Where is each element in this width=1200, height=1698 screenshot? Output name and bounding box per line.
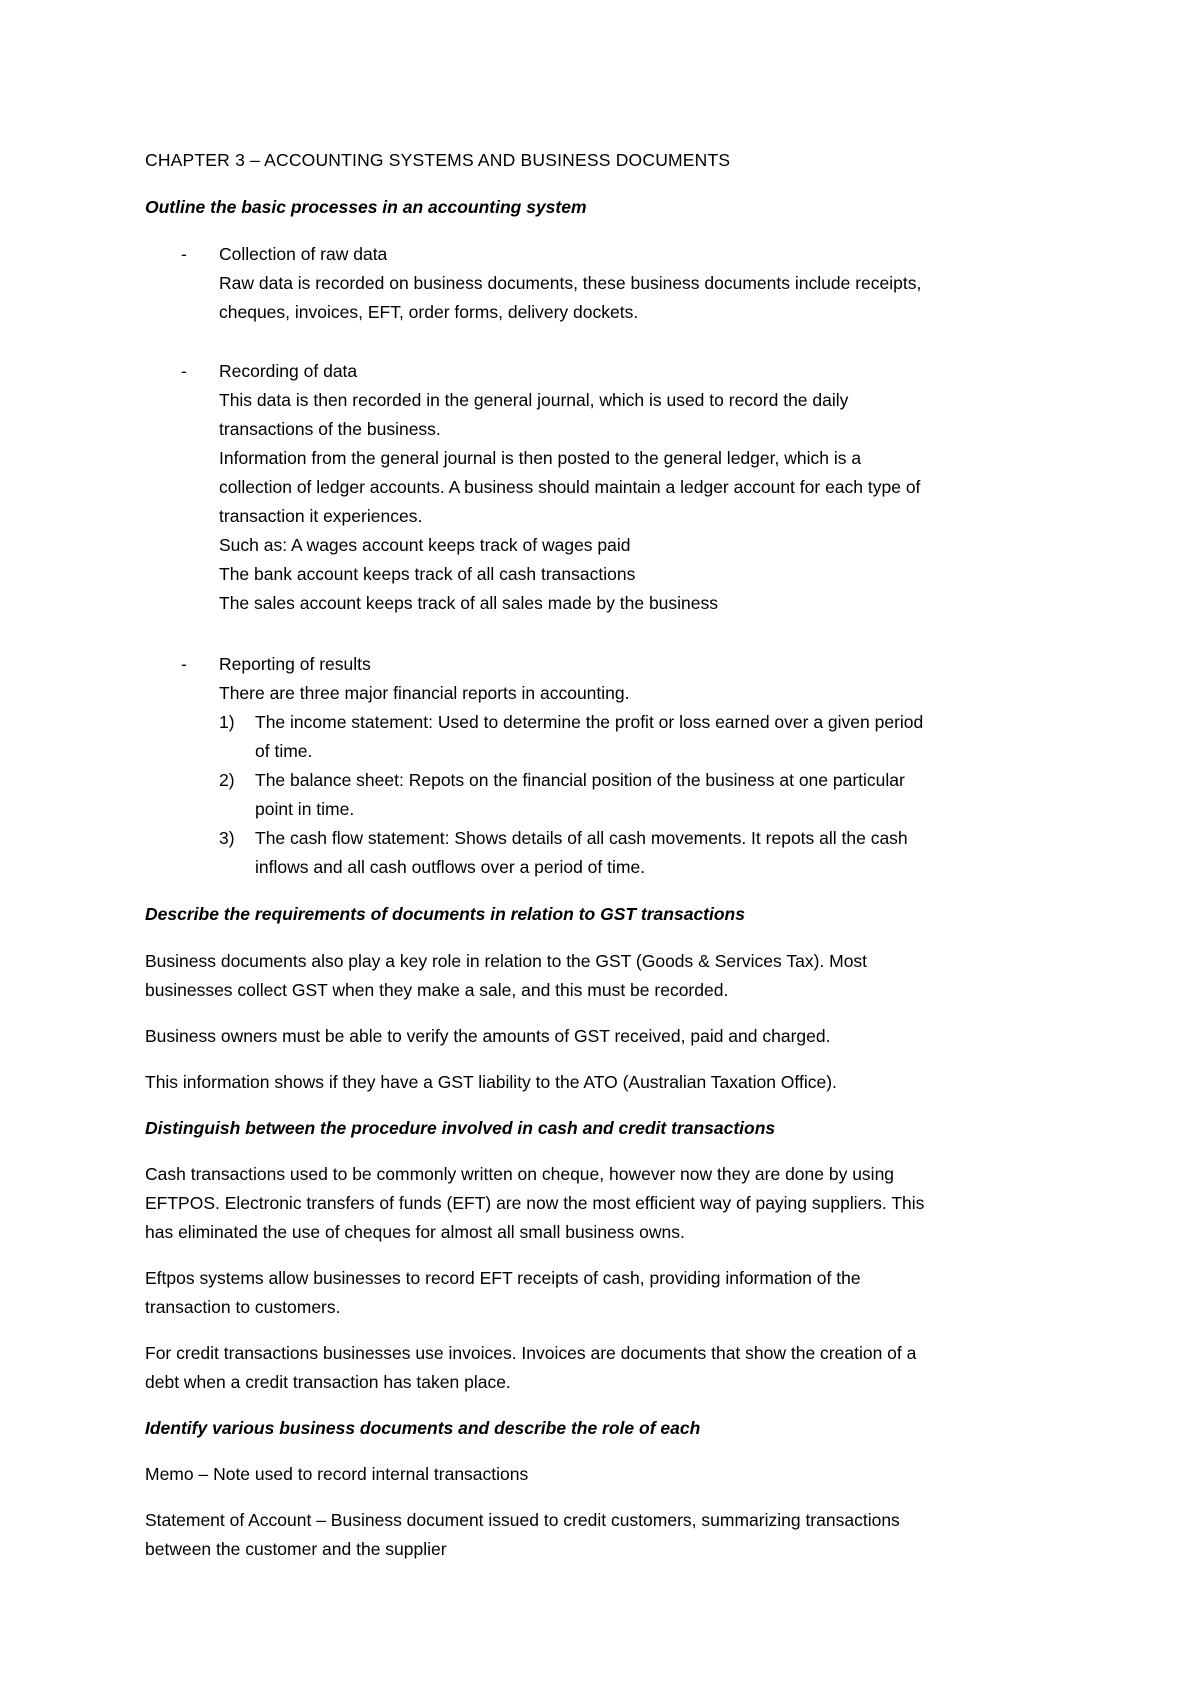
text-line: Business owners must be able to verify the amounts of GST received, paid and charged. bbox=[145, 1026, 831, 1046]
text-line: This data is then recorded in the general journal, which is used to record the daily bbox=[219, 390, 849, 410]
text-line: Memo – Note used to record internal transactions bbox=[145, 1464, 529, 1484]
text-line: The balance sheet: Repots on the financial position of the business at one particular bbox=[255, 770, 905, 790]
text-line: cheques, invoices, EFT, order forms, delivery dockets. bbox=[219, 302, 639, 322]
text-line: Raw data is recorded on business documents, these business documents include receipts, bbox=[219, 273, 922, 293]
text-line: The bank account keeps track of all cash transactions bbox=[219, 564, 636, 584]
text-line: Cash transactions used to be commonly written on cheque, however now they are done by using bbox=[145, 1164, 895, 1184]
text-line: For credit transactions businesses use invoices. Invoices are documents that show the creation of a bbox=[145, 1343, 917, 1363]
document-title: CHAPTER 3 – ACCOUNTING SYSTEMS AND BUSINESS DOCUMENTS bbox=[145, 150, 731, 170]
text-line: Eftpos systems allow businesses to record EFT receipts of cash, providing information of the bbox=[145, 1268, 861, 1288]
section-heading-documents: Identify various business documents and describe the role of each bbox=[145, 1418, 701, 1438]
text-line: The income statement: Used to determine the profit or loss earned over a given period bbox=[255, 712, 924, 732]
text-line: transactions of the business. bbox=[219, 419, 441, 439]
bullet-dash: - bbox=[181, 361, 187, 381]
text-line: has eliminated the use of cheques for almost all small business owns. bbox=[145, 1222, 685, 1242]
text-line: Statement of Account – Business document issued to credit customers, summarizing transactions bbox=[145, 1510, 900, 1530]
section-heading-gst: Describe the requirements of documents in relation to GST transactions bbox=[145, 904, 745, 924]
list-number: 2) bbox=[219, 770, 235, 790]
list-number: 1) bbox=[219, 712, 235, 732]
text-line: This information shows if they have a GST liability to the ATO (Australian Taxation Office). bbox=[145, 1072, 837, 1092]
bullet-reporting-label: Reporting of results bbox=[219, 654, 371, 674]
bullet-recording-label: Recording of data bbox=[219, 361, 358, 381]
text-line: EFTPOS. Electronic transfers of funds (EFT) are now the most efficient way of paying suppliers. This bbox=[145, 1193, 925, 1213]
bullet-collection-label: Collection of raw data bbox=[219, 244, 388, 264]
list-number: 3) bbox=[219, 828, 235, 848]
section-heading-cash-credit: Distinguish between the procedure involved in cash and credit transactions bbox=[145, 1118, 776, 1138]
text-line: collection of ledger accounts. A business should maintain a ledger account for each type of bbox=[219, 477, 921, 497]
bullet-dash: - bbox=[181, 654, 187, 674]
bullet-dash: - bbox=[181, 244, 187, 264]
text-line: The sales account keeps track of all sales made by the business bbox=[219, 593, 719, 613]
text-line: between the customer and the supplier bbox=[145, 1539, 447, 1559]
section-heading-processes: Outline the basic processes in an accounting system bbox=[145, 197, 587, 217]
text-line: Information from the general journal is then posted to the general ledger, which is a bbox=[219, 448, 862, 468]
text-line: businesses collect GST when they make a sale, and this must be recorded. bbox=[145, 980, 729, 1000]
text-line: point in time. bbox=[255, 799, 355, 819]
text-line: There are three major financial reports in accounting. bbox=[219, 683, 630, 703]
text-line: inflows and all cash outflows over a period of time. bbox=[255, 857, 646, 877]
text-line: Such as: A wages account keeps track of wages paid bbox=[219, 535, 631, 555]
text-line: of time. bbox=[255, 741, 313, 761]
text-line: transaction it experiences. bbox=[219, 506, 423, 526]
text-line: debt when a credit transaction has taken place. bbox=[145, 1372, 511, 1392]
text-line: The cash flow statement: Shows details of all cash movements. It repots all the cash bbox=[255, 828, 908, 848]
text-line: Business documents also play a key role in relation to the GST (Goods & Services Tax). Most bbox=[145, 951, 868, 971]
text-line: transaction to customers. bbox=[145, 1297, 341, 1317]
